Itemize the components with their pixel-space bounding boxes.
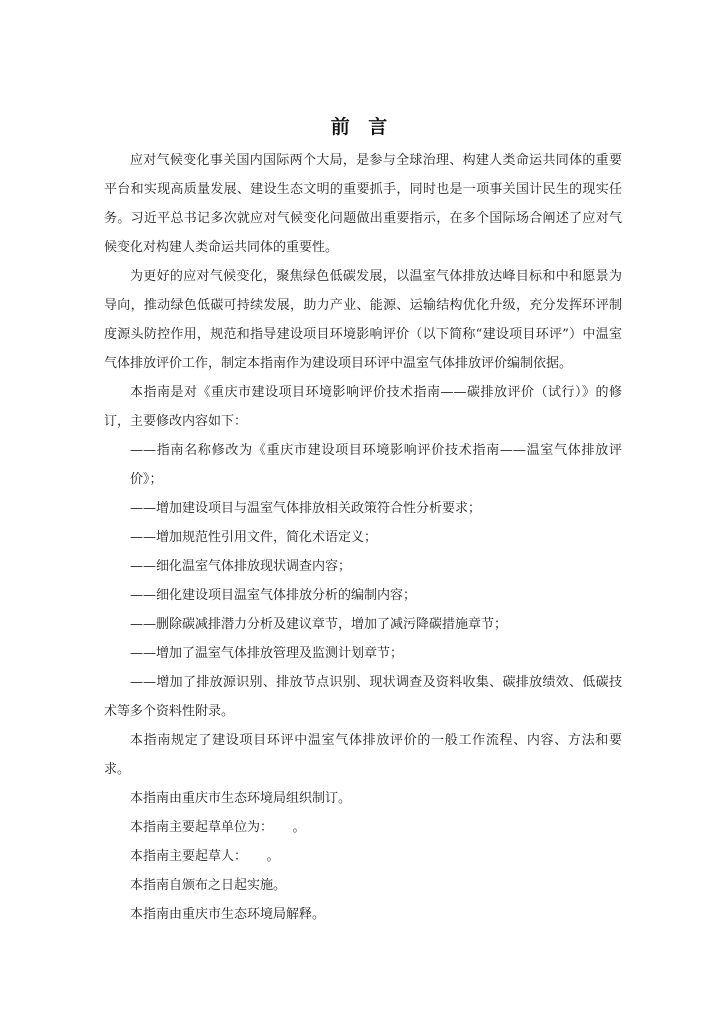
paragraph-drafters: 本指南主要起草人： 。 (130, 849, 280, 864)
change-item-references: ——增加规范性引用文件，简化术语定义； (130, 530, 378, 545)
change-item-policy: ——增加建设项目与温室气体排放相关政策符合性分析要求； (130, 501, 482, 516)
paragraph-scope: 本指南规定了建设项目环评中温室气体排放评价的一般工作流程、内容、方法和要求。 (104, 733, 622, 777)
paragraph-effective: 本指南自颁布之日起实施。 (130, 878, 287, 893)
change-item-name: ——指南名称修改为《重庆市建设项目环境影响评价技术指南——温室气体排放评价》； (130, 443, 622, 487)
paragraph-intro: 应对气候变化事关国内国际两个大局，是参与全球治理、构建人类命运共同体的重要平台和实现高质量发展、建设生态文明的重要抓手，同时也是一项事关国计民生的现实任务。习近平总书记多次就应对气候变化问题做出重要指示，在多个国际场合阐述了应对气候变化对构建人类命运共同体的重要性。 (104, 153, 622, 255)
paragraph-revision: 本指南是对《重庆市建设项目环境影响评价技术指南——碳排放评价（试行）》的修订，主要修改内容如下： (104, 385, 622, 429)
preface-body (104, 146, 622, 929)
paragraph-interpretation: 本指南由重庆市生态环境局解释。 (130, 907, 326, 922)
change-item-measures: ——删除碳减排潜力分析及建议章节，增加了减污降碳措施章节； (130, 617, 508, 632)
paragraph-drafting-unit: 本指南主要起草单位为： 。 (130, 820, 306, 835)
change-item-monitoring: ——增加了温室气体排放管理及监测计划章节； (130, 646, 404, 661)
change-item-analysis: ——细化建设项目温室气体排放分析的编制内容； (130, 588, 417, 603)
change-item-survey: ——细化温室气体排放现状调查内容； (130, 559, 352, 574)
change-item-appendices: ——增加了排放源识别、排放节点识别、现状调查及资料收集、碳排放绩效、低碳技术等多个资料性附录。 (104, 675, 622, 719)
paragraph-purpose: 为更好的应对气候变化，聚焦绿色低碳发展，以温室气体排放达峰目标和中和愿景为导向，推动绿色低碳可持续发展，助力产业、能源、运输结构优化升级，充分发挥环评制度源头防控作用，规范和指导建设项目环境影响评价（以下简称“建设项目环评”）中温室气体排放评价工作，制定本指南作为建设项目环评中温室气体排放评价编制依据。 (104, 269, 622, 371)
paragraph-organizer: 本指南由重庆市生态环境局组织制订。 (130, 791, 352, 806)
page-title: 前 言 (330, 116, 394, 138)
